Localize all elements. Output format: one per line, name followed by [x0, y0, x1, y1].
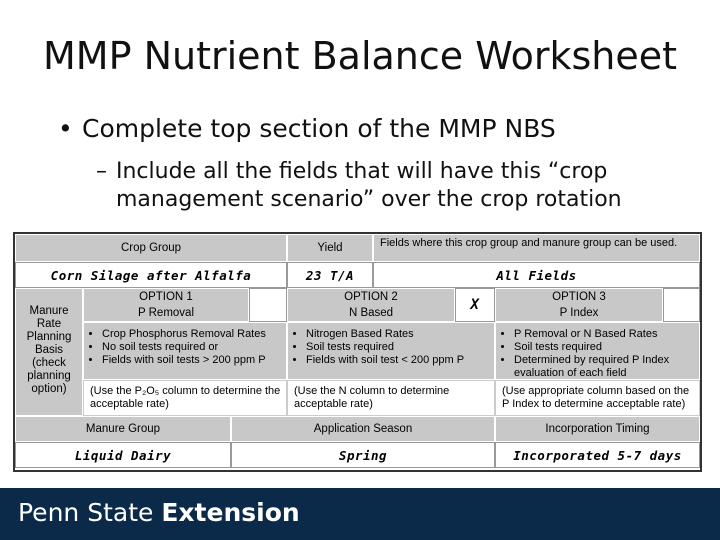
option2-note: (Use the N column to determine acceptable rate) [287, 380, 495, 416]
bullet-level2-line1: Include all the fields that will have this “crop [116, 159, 608, 184]
option1-header [83, 288, 249, 322]
option3-item: • P Removal or N Based Rates [514, 328, 695, 341]
option2-item: • Nitrogen Based Rates [306, 328, 490, 341]
option2-title: OPTION 2 [344, 291, 398, 303]
nutrient-balance-worksheet [13, 232, 702, 472]
manure-group-value[interactable]: Liquid Dairy [15, 442, 231, 468]
yield-header: Yield [287, 234, 373, 262]
planning-basis-note: (check planning option) [27, 357, 71, 395]
crop-group-value[interactable]: Corn Silage after Alfalfa [15, 262, 287, 288]
incorporation-timing-header: Incorporation Timing [495, 416, 700, 442]
fields-header: Fields where this crop group and manure group can be used. [373, 234, 700, 262]
option1-subtitle: P Removal [137, 307, 195, 319]
slide-title: MMP Nutrient Balance Worksheet [43, 34, 677, 78]
option3-item: • Soil tests required [514, 341, 695, 354]
option3-checkbox[interactable] [663, 288, 700, 322]
manure-group-header: Manure Group [15, 416, 231, 442]
option1-note: (Use the P₂O₅ column to determine the acceptable rate) [83, 380, 287, 416]
logo-bold-text: Extension [161, 498, 300, 527]
option1-checkbox[interactable] [249, 288, 287, 322]
bullet-level1 [58, 114, 556, 143]
footer-bar [0, 488, 720, 540]
fields-value[interactable]: All Fields [373, 262, 700, 288]
application-season-header: Application Season [231, 416, 495, 442]
planning-basis-title: Manure Rate Planning Basis [26, 305, 72, 356]
bullet-level2 [96, 158, 696, 214]
incorporation-timing-value[interactable]: Incorporated 5-7 days [495, 442, 700, 468]
bullet-level2-line2: management scenario” over the crop rotation [116, 187, 622, 212]
bullet-level1-text: Complete top section of the MMP NBS [82, 114, 556, 143]
option2-details [287, 322, 495, 380]
crop-group-header: Crop Group [15, 234, 287, 262]
option1-item: • Fields with soil tests > 200 ppm P [102, 354, 282, 367]
penn-state-extension-logo [18, 498, 300, 527]
logo-regular-text: Penn State [18, 498, 154, 527]
option2-header [287, 288, 455, 322]
bullet-dot: • [58, 114, 73, 143]
application-season-value[interactable]: Spring [231, 442, 495, 468]
option2-checkbox[interactable]: X [455, 288, 495, 322]
planning-basis-label [15, 288, 83, 416]
option3-subtitle: P Index [559, 307, 599, 319]
option3-header [495, 288, 663, 322]
option1-details [83, 322, 287, 380]
option3-item: • Determined by required P Index evaluation of each field [514, 354, 695, 380]
option2-item: • Soil tests required [306, 341, 490, 354]
yield-value[interactable]: 23 T/A [287, 262, 373, 288]
option1-item: • No soil tests required or [102, 341, 282, 354]
option3-title: OPTION 3 [552, 291, 606, 303]
option1-item: • Crop Phosphorus Removal Rates [102, 328, 282, 341]
option2-item: • Fields with soil test < 200 ppm P [306, 354, 490, 367]
bullet-dash: – [96, 159, 107, 184]
option3-details [495, 322, 700, 380]
option1-title: OPTION 1 [139, 291, 193, 303]
option3-note: (Use appropriate column based on the P Index to determine acceptable rate) [495, 380, 700, 416]
option2-subtitle: N Based [348, 307, 394, 319]
